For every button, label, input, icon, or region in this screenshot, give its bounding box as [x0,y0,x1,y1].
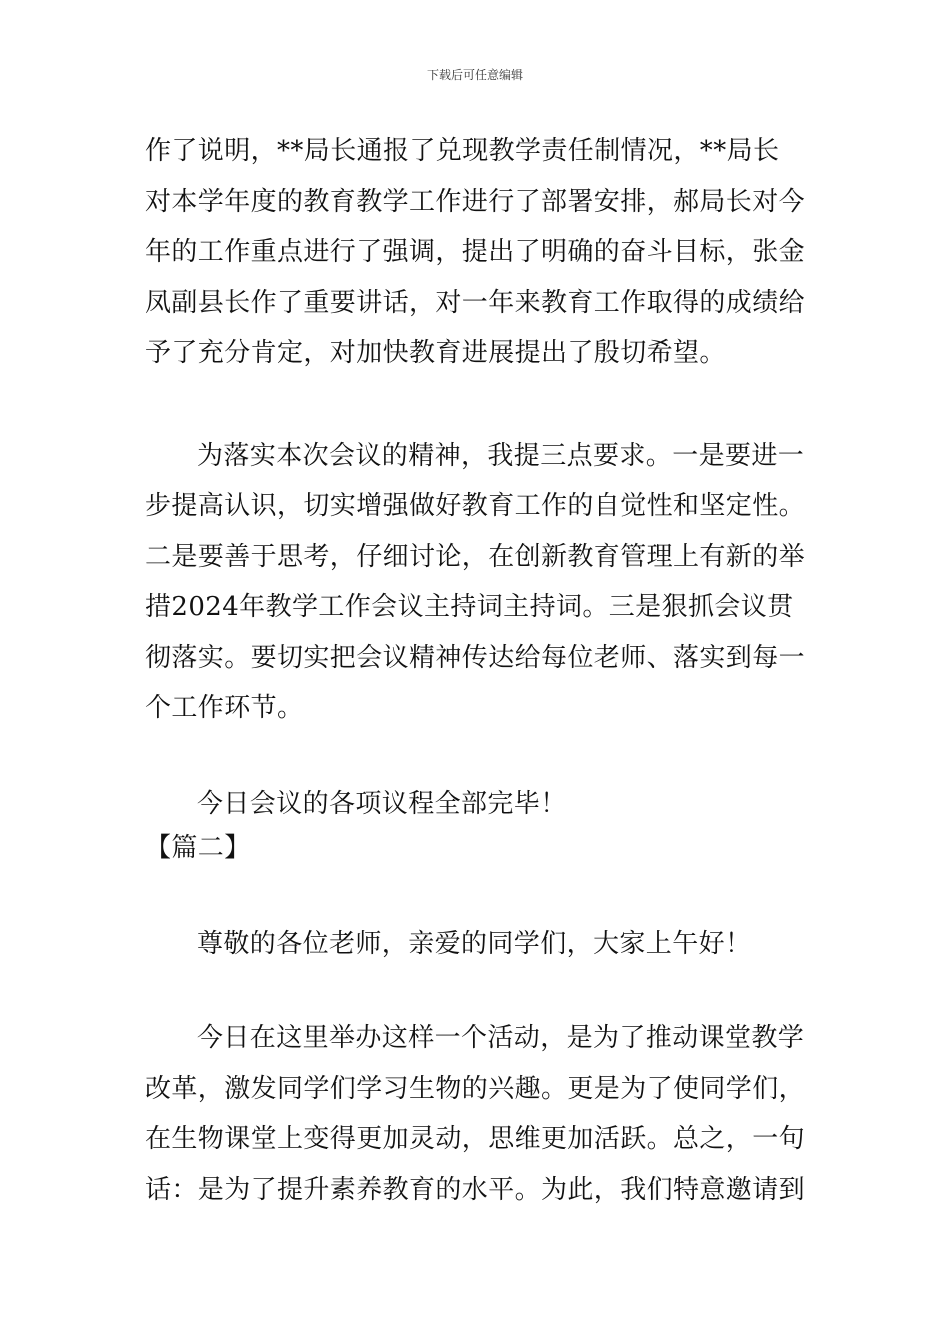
paragraph-requirements: 为落实本次会议的精神，我提三点要求。一是要进一步提高认识，切实增强做好教育工作的自觉性和坚定性。二是要善于思考，仔细讨论，在创新教育管理上有新的举措2024年教学工作会议主持词主持词。三是狠抓会议贯彻落实。要切实把会议精神传达给每位老师、落实到每一个工作环节。 [145,440,806,723]
paragraph-closing: 今日会议的各项议程全部完毕！ [197,788,567,819]
section-heading: 【篇二】 [145,833,251,863]
paragraph-continuation: 作了说明，**局长通报了兑现教学责任制情况，**局长对本学年度的教育教学工作进行了部署安排，郝局长对今年的工作重点进行了强调，提出了明确的奋斗目标，张金凤副县长作了重要讲话，对一年来教育工作取得的成绩给予了充分肯定，对加快教育进展提出了殷切希望。 [145,136,806,368]
document-body [145,126,805,1215]
paragraph-activity: 今日在这里举办这样一个活动，是为了推动课堂教学改革，激发同学们学习生物的兴趣。更是为了使同学们，在生物课堂上变得更加灵动，思维更加活跃。总之，一句话：是为了提升素养教育的水平。为此，我们特意邀请到 [145,1023,806,1205]
paragraph-greeting: 尊敬的各位老师，亲爱的同学们，大家上午好！ [197,928,752,959]
page-header-note: 下载后可任意编辑 [426,68,523,82]
